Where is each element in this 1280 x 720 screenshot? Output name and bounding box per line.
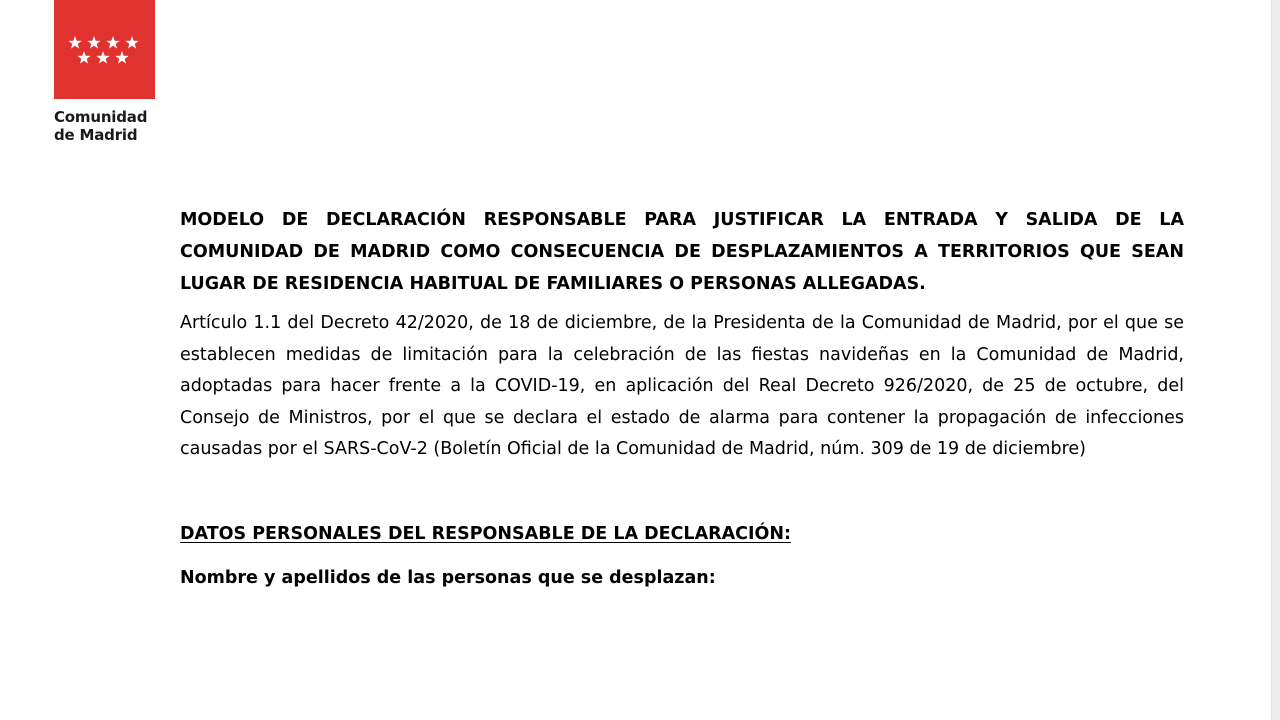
star-icon (77, 51, 90, 64)
logo-name-line2: de Madrid (54, 126, 138, 144)
field-label-names: Nombre y apellidos de las personas que se desplazan: (180, 567, 716, 588)
section-heading-personal-data: DATOS PERSONALES DEL RESPONSABLE DE LA DECLARACIÓN: (180, 523, 792, 544)
document-body (180, 204, 1184, 593)
logo-flag-square (54, 0, 155, 99)
logo-wordmark (54, 108, 156, 144)
star-icon (125, 36, 138, 49)
star-icon (115, 51, 128, 64)
document-title: MODELO DE DECLARACIÓN RESPONSABLE PARA JUSTIFICAR LA ENTRADA Y SALIDA DE LA COMUNIDAD DE MADRID COMO CONSECUENCIA DE DESPLAZAMIENTOS A TERRITORIOS QUE SEAN LUGAR DE RESIDENCIA HABITUAL DE FAMILIARES O PERSONAS ALLEGADAS. (180, 210, 1184, 294)
stars-icon (54, 0, 155, 99)
legal-basis-paragraph: Artículo 1.1 del Decreto 42/2020, de 18 de diciembre, de la Presidenta de la Comunidad de Madrid, por el que se establecen medidas de limitación para la celebración de las fiestas navideñas en la Comunidad de Madrid, adoptadas para hacer frente a la COVID-19, en aplicación del Real Decreto 926/2020, de 25 de octubre, del Consejo de Ministros, por el que se declara el estado de alarma para contener la propagación de infecciones causadas por el SARS-CoV-2 (Boletín Oficial de la Comunidad de Madrid, núm. 309 de 19 de diciembre) (180, 313, 1184, 459)
page-edge-shadow (1271, 0, 1280, 720)
star-icon (96, 51, 109, 64)
comunidad-de-madrid-logo (54, 0, 156, 144)
star-icon (106, 36, 119, 49)
star-icon (87, 36, 100, 49)
logo-name-line1: Comunidad (54, 108, 148, 126)
star-icon (68, 36, 81, 49)
